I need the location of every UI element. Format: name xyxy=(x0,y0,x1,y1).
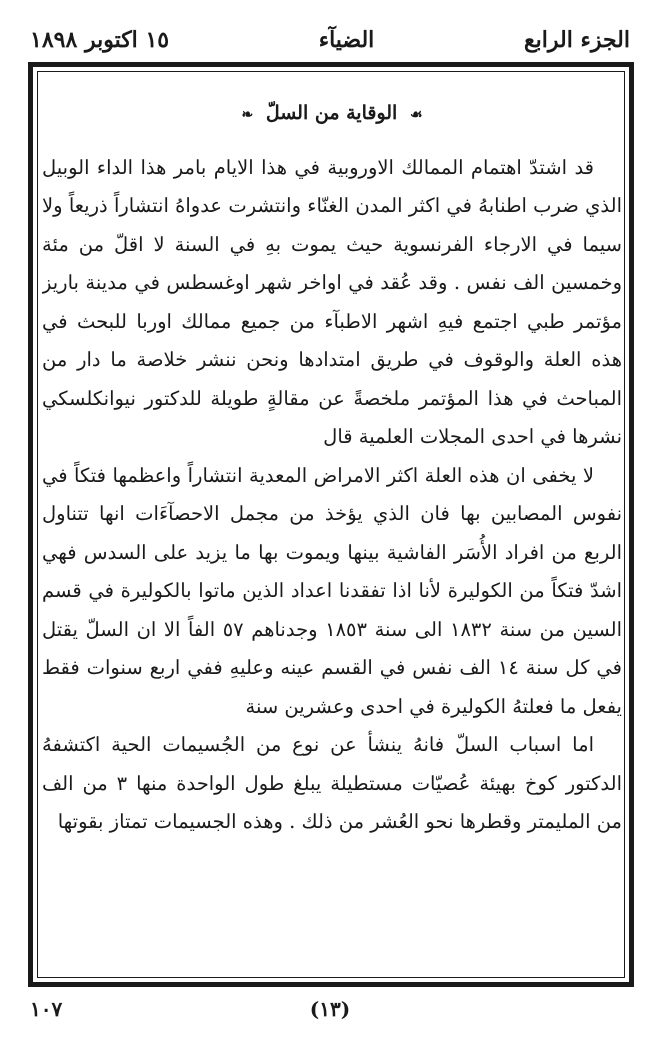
article-title: الوقاية من السلّ xyxy=(265,102,398,124)
magazine-name: الضيآء xyxy=(318,27,375,53)
article-title-line xyxy=(42,94,622,135)
paragraph-2: لا يخفى ان هذه العلة اكثر الامراض المعدية انتشاراً واعظمها فتكاً في نفوس المصابين بها فان الذي يؤخذ من مجمل الاحصآءَات انها تتناول الربع من افراد الأُسَر الفاشية بينها ويموت بها ما يزيد على السدس فهي اشدّ فتكاً من الكوليرة لأنا اذا تفقدنا اعداد الذين ماتوا بالكوليرة في قسم السين من سنة ١٨٣٢ الى سنة ١٨٥٣ وجدناهم ٥٧ الفاً الا ان السلّ يقتل في كل سنة ١٤ الف نفس في القسم عينه وعليهِ ففي اربع سنوات فقط يفعل ما فعلتهُ الكوليرة في احدى وعشرين سنة xyxy=(42,463,622,718)
ornament-right-icon: ☙ xyxy=(409,107,423,123)
article-body xyxy=(42,80,622,977)
ornament-left-icon: ❧ xyxy=(241,107,254,123)
page-number: ١٠٧ xyxy=(30,997,63,1021)
paragraph-1: قد اشتدّ اهتمام الممالك الاوروبية في هذا الايام بامر هذا الداء الوبيل الذي ضرب اطنابهُ في اكثر المدن الغنّاء وانتشرت عدواهُ انتشاراً ذريعاً ولا سيما في الارجاء الفرنسوية حيث يموت بهِ في السنة لا اقلّ من مئة وخمسين الف نفس . وقد عُقد في اواخر شهر اوغسطس في مدينة باريز مؤتمر طبي اجتمع فيهِ اشهر الاطبآء من جميع ممالك اوربا للبحث في هذه العلة والوقوف في طريق امتدادها ونحن ننشر خلاصة ما دار من المباحث في هذا المؤتمر ملخصةً عن مقالةٍ طويلة للدكتور نيوانكلسكي نشرها في احدى المجلات العلمية قال xyxy=(42,155,622,448)
page-header xyxy=(30,20,630,60)
issue-date: ١٥ اكتوبر ١٨٩٨ xyxy=(30,27,170,53)
volume-part: الجزء الرابع xyxy=(523,27,630,53)
page-footer xyxy=(30,993,630,1029)
paragraph-3: اما اسباب السلّ فانهُ ينشأ عن نوع من الجُسيمات الحية اكتشفهُ الدكتور كوخ بهيئة عُصيّات مستطيلة يبلغ طول الواحدة منها ٣ من الف من المليمتر وقطرها نحو العُشر من ذلك . وهذه الجسيمات تمتاز بقوتها xyxy=(42,733,622,833)
sheet-label: (١٣) xyxy=(309,997,351,1021)
